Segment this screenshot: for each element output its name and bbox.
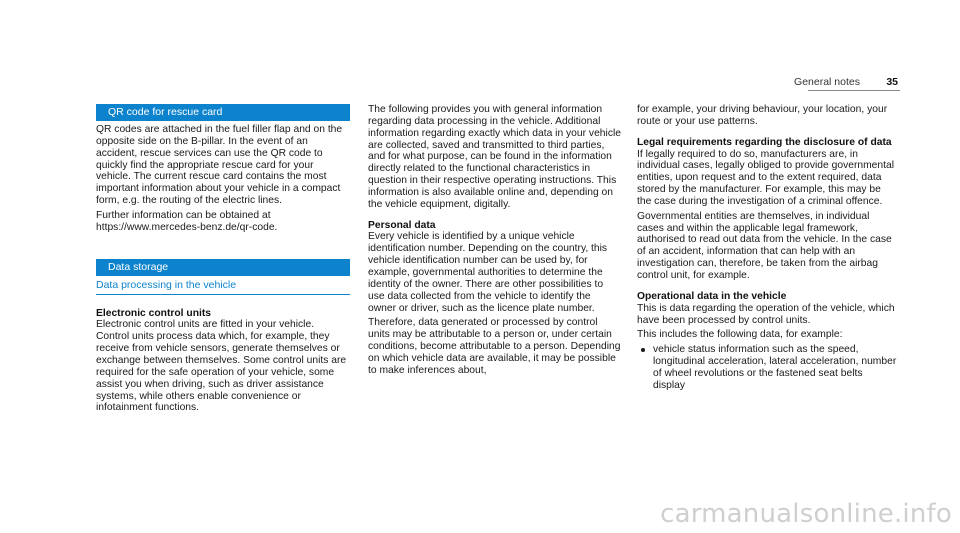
legal-requirements-heading: Legal requirements regarding the disclosure of data (637, 136, 892, 148)
operational-data-intro: This includes the following data, for example: (637, 329, 843, 341)
list-item (653, 344, 897, 391)
column-3 (637, 104, 897, 392)
qr-paragraph-2: Further information can be obtained at https://www.mercedes-benz.de/qr-code. (96, 209, 278, 233)
governmental-entities-paragraph: Governmental entities are themselves, in individual cases and within the applicable legal framework, authorised to read out data from the vehicle. In the case of an accident, information that can help with an investigation can, therefore, be taken from the airbag control unit, for example. (637, 210, 892, 281)
section-title: General notes (794, 76, 860, 88)
qr-paragraph-1: QR codes are attached in the fuel filler flap and on the opposite side on the B-pillar. In the event of an accident, rescue services can use the QR code to quickly find the appropriate rescue card for your vehicle. The current rescue card contains the most important information about your vehicle in a compact form, e.g. the routing of the electric lines. (96, 124, 343, 207)
continuation-paragraph: for example, your driving behaviour, your location, your route or your use patterns. (637, 104, 888, 127)
data-storage-section-bar: Data storage (96, 259, 350, 276)
bullet-icon (641, 348, 645, 352)
ecu-heading: Electronic control units (96, 307, 211, 319)
operational-data-heading: Operational data in the vehicle (637, 290, 787, 302)
personal-data-heading: Personal data (368, 219, 436, 231)
personal-data-paragraph: Every vehicle is identified by a unique vehicle identification number. Depending on the country, this vehicle identification number can be used by, for example, governmental authorities to determine the identity of the owner. There are other possibilities to use data collected from the vehicle to identify the owner or driver, such as the licence plate number. (368, 231, 608, 314)
spacer (96, 237, 350, 259)
intro-paragraph: The following provides you with general information regarding data processing in the vehicle. Additional information regarding exactly which data in your vehicle are collected, saved and transmitted to third parties, and for what purpose, can be found in the information directly related to the functional characteristics in question in their respective operating instructions. This information is also available online and, depending on the vehicle equipment, digitally. (368, 104, 621, 210)
page-header (0, 76, 960, 92)
column-1 (96, 104, 350, 417)
column-2 (368, 104, 621, 380)
page-number: 35 (886, 76, 898, 88)
legal-requirements-paragraph: If legally required to do so, manufacturers are, in individual cases, legally obliged to provide governmental entities, upon request and to the extent required, data stored by the manufacturer. For example, this may be the case during the investigation of a criminal offence. (637, 148, 895, 207)
watermark: carmanualsonline.info (660, 499, 952, 529)
list-item-text: vehicle status information such as the speed, longitudinal acceleration, lateral acceleration, number of wheel revolutions or the fastened seat belts display (653, 344, 897, 391)
operational-data-list (637, 344, 897, 391)
ecu-paragraph: Electronic control units are fitted in your vehicle. Control units process data which, for example, they receive from vehicle sensors, generate themselves or exchange between themselves. Some control units are required for the safe operation of your vehicle, some assist you when driving, such as driver assistance systems, while others enable convenience or infotainment functions. (96, 319, 347, 414)
operational-data-paragraph: This is data regarding the operation of the vehicle, which have been processed by control units. (637, 302, 895, 326)
data-processing-subheading: Data processing in the vehicle (96, 279, 350, 295)
qr-code-section-bar: QR code for rescue card (96, 104, 350, 121)
header-rule (808, 90, 900, 91)
attribution-paragraph: Therefore, data generated or processed by control units may be attributable to a person or, under certain conditions, become attributable to a person. Depending on which vehicle data are available, it may be possible to make inferences about, (368, 317, 621, 376)
